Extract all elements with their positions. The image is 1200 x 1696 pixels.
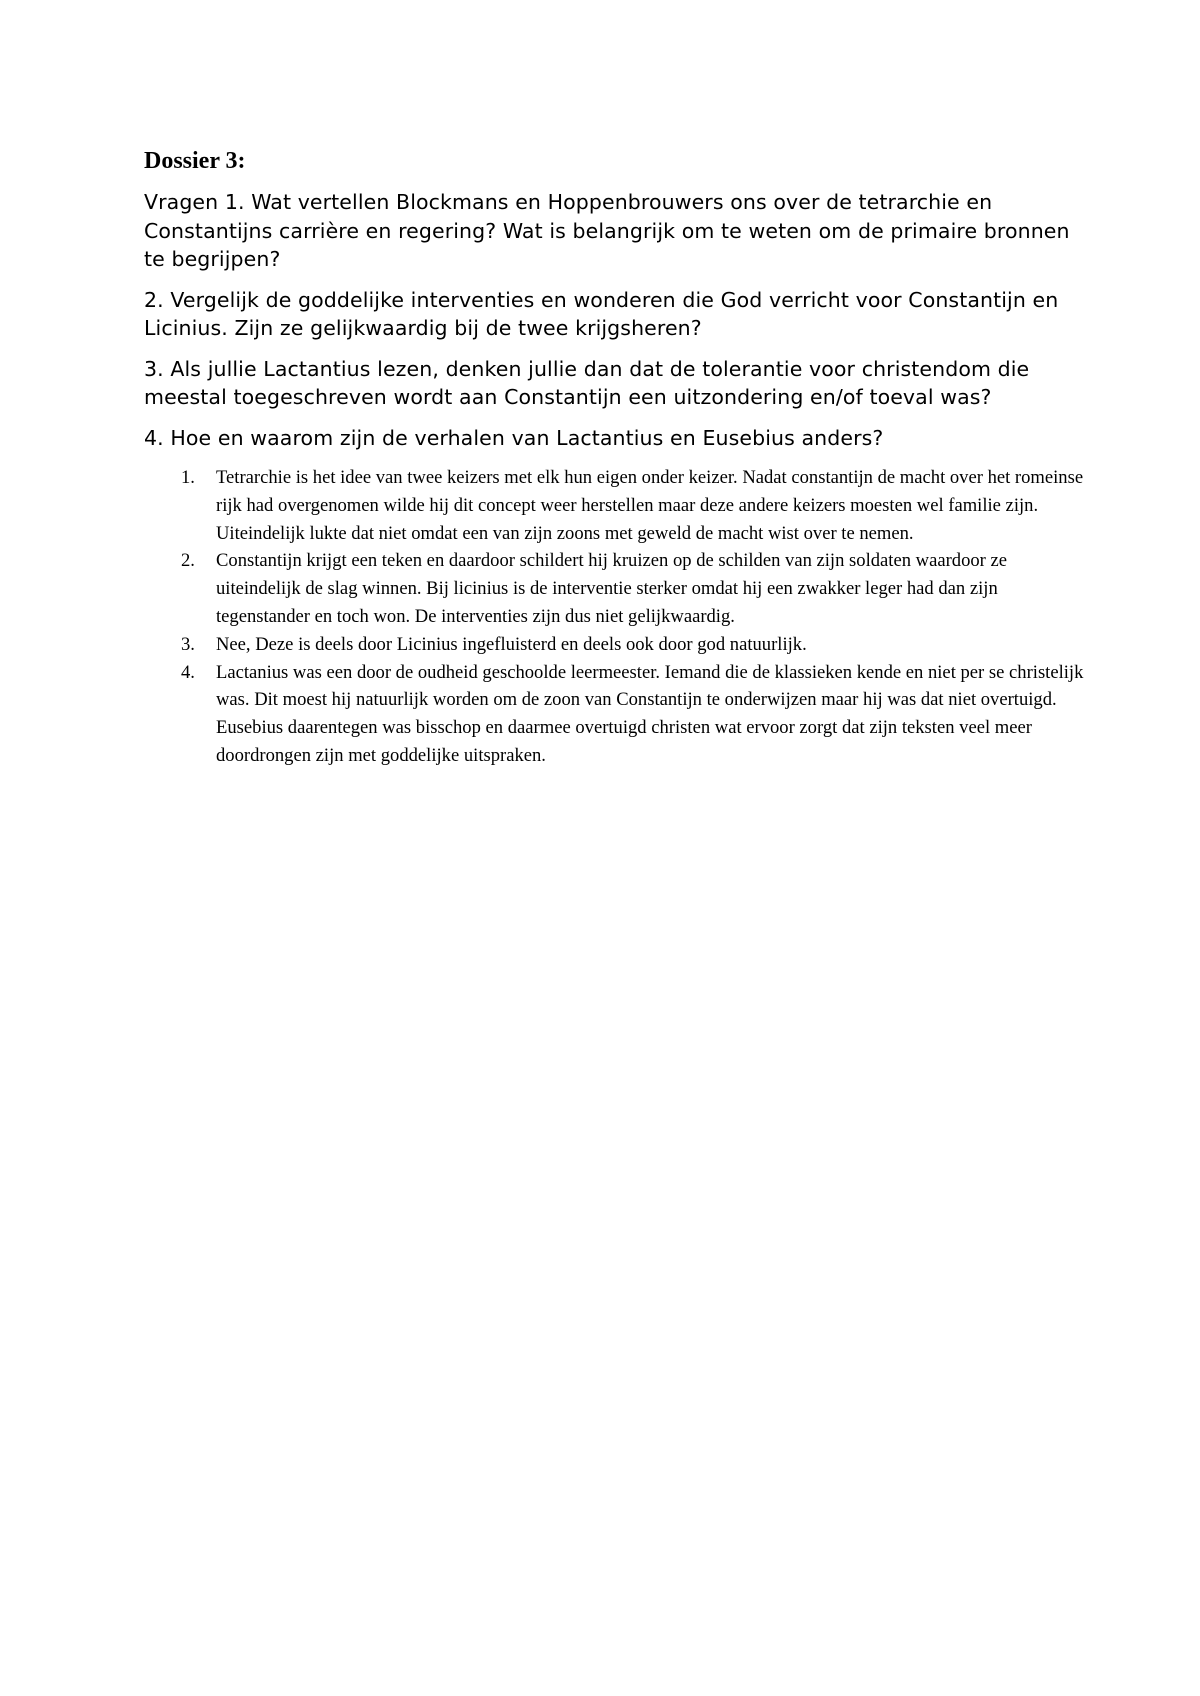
answer-text: Lactanius was een door de oudheid geschoolde leermeester. Iemand die de klassieken kende en niet per se christelijk was. Dit moest hij natuurlijk worden om de zoon van Constantijn te onderwijzen maar hij was dat niet overtuigd. Eusebius daarentegen was bisschop en daarmee overtuigd christen wat ervoor zorgt dat zijn teksten veel meer doordrongen zijn met goddelijke uitspraken.: [216, 661, 1084, 766]
answer-number: 1.: [181, 467, 195, 488]
question-1: Vragen 1. Wat vertellen Blockmans en Hoppenbrouwers ons over de tetrarchie en Constantijns carrière en regering? Wat is belangrijk om te weten om de primaire bronnen te begrijpen?: [144, 190, 1070, 271]
document-content: [144, 146, 1084, 770]
answer-item-3: [144, 631, 1084, 659]
question-3: 3. Als jullie Lactantius lezen, denken jullie dan dat de tolerantie voor christendom die meestal toegeschreven wordt aan Constantijn een uitzondering en/of toeval was?: [144, 356, 1030, 409]
answer-item-4: [144, 659, 1084, 770]
answer-item-1: [144, 464, 1084, 547]
answer-number: 3.: [181, 633, 195, 655]
document-title: Dossier 3:: [144, 148, 246, 174]
answer-text: Nee, Deze is deels door Licinius ingefluisterd en deels ook door god natuurlijk.: [216, 633, 807, 655]
question-2: 2. Vergelijk de goddelijke interventies en wonderen die God verricht voor Constantijn en Licinius. Zijn ze gelijkwaardig bij de twee krijgsheren?: [144, 287, 1059, 340]
answer-text: Tetrarchie is het idee van twee keizers met elk hun eigen onder keizer. Nadat constantijn de macht over het romeinse rijk had overgenomen wilde hij dit concept weer herstellen maar deze andere keizers moesten wel familie zijn. Uiteindelijk lukte dat niet omdat een van zijn zoons met geweld de macht wist over te nemen.: [216, 467, 1084, 544]
question-4: 4. Hoe en waarom zijn de verhalen van Lactantius en Eusebius anders?: [144, 425, 884, 450]
answer-number: 4.: [181, 661, 195, 683]
answer-list: [144, 464, 1084, 770]
answer-number: 2.: [181, 550, 195, 572]
answer-item-2: [144, 547, 1084, 630]
answer-text: Constantijn krijgt een teken en daardoor schildert hij kruizen op de schilden van zijn soldaten waardoor ze uiteindelijk de slag winnen. Bij licinius is de interventie sterker omdat hij een zwakker leger had dan zijn tegenstander en toch won. De interventies zijn dus niet gelijkwaardig.: [216, 550, 1008, 627]
